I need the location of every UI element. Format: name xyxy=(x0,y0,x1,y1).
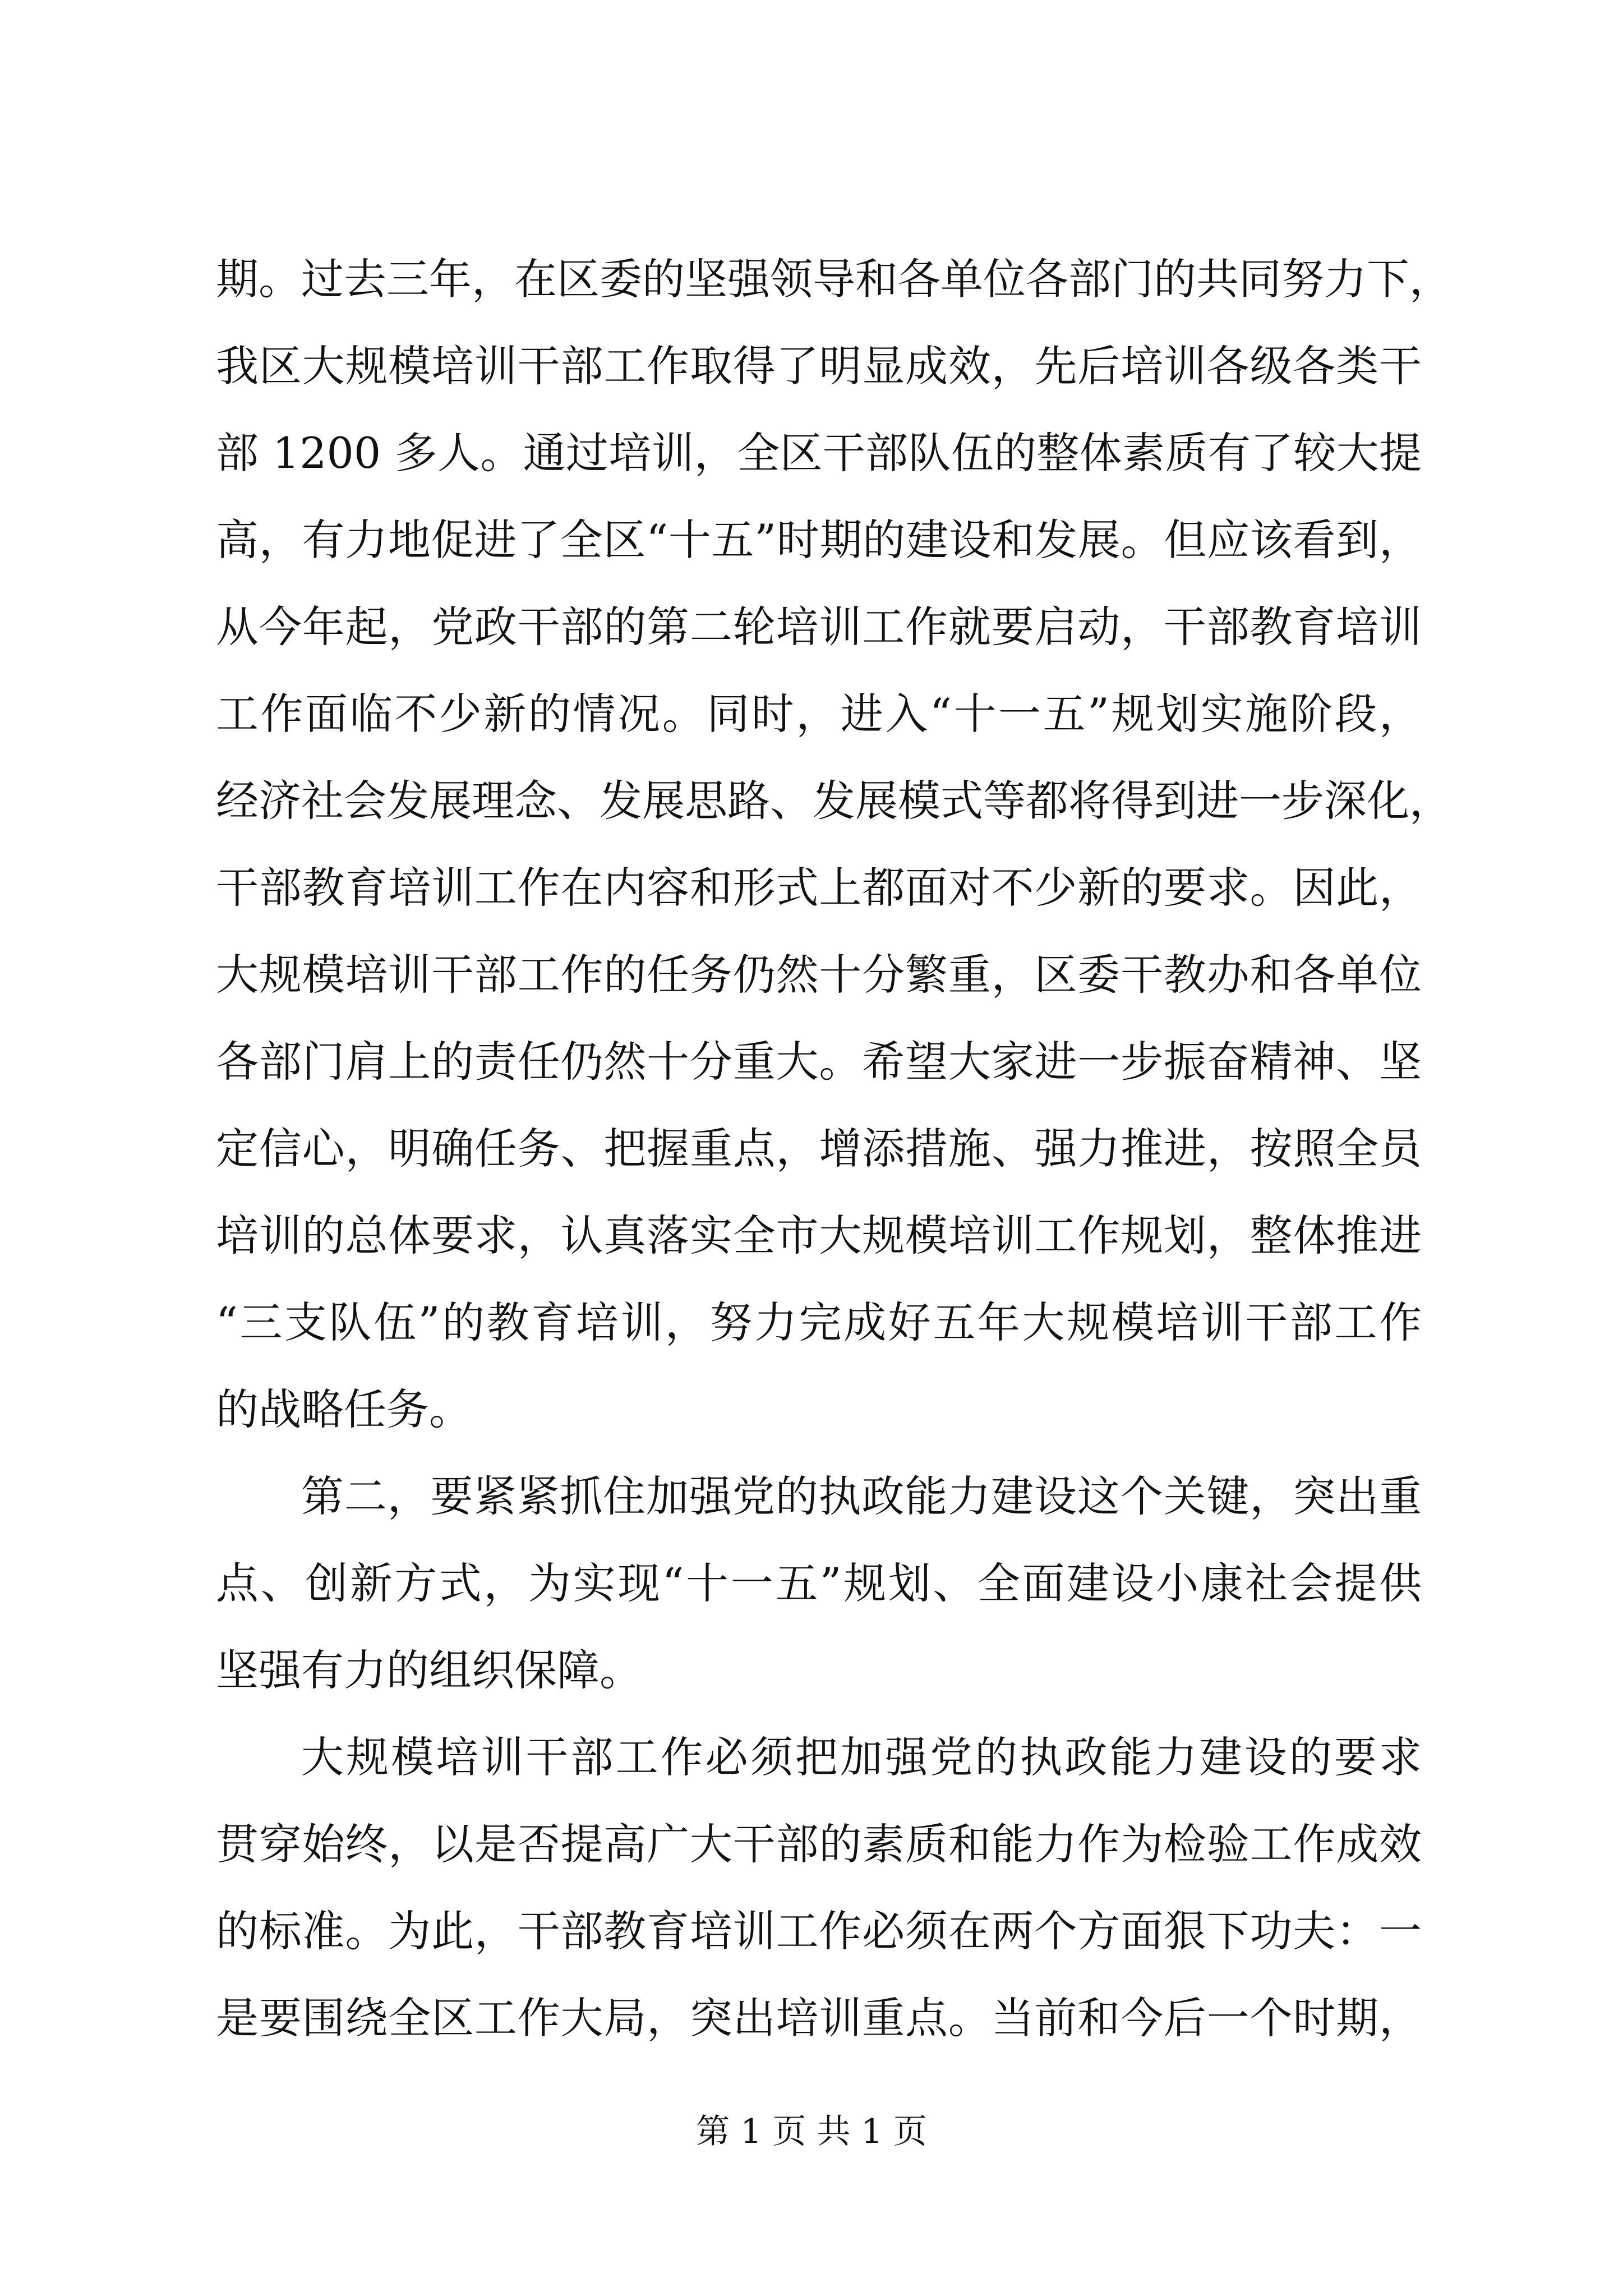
text-line: 高，有力地促进了全区“十五”时期的建设和发展。但应该看到， xyxy=(216,515,1422,565)
text-line: “三支队伍”的教育培训，努力完成好五年大规模培训干部工作 xyxy=(216,1297,1422,1347)
text-line: 第二，要紧紧抓住加强党的执政能力建设这个关键，突出重 xyxy=(301,1471,1422,1521)
text-line: 部 1200 多人。通过培训，全区干部队伍的整体素质有了较大提 xyxy=(216,428,1422,478)
text-line: 工作面临不少新的情况。同时，进入“十一五”规划实施阶段， xyxy=(216,689,1422,739)
paragraph-3 xyxy=(216,1714,1422,2062)
text-line: 的战略任务。 xyxy=(216,1384,472,1434)
text-line: 期。过去三年，在区委的坚强领导和各单位各部门的共同努力下， xyxy=(216,254,1452,304)
page-footer: 第 1 页 共 1 页 xyxy=(696,2112,927,2151)
text-line: 的标准。为此，干部教育培训工作必须在两个方面狠下功夫：一 xyxy=(216,1906,1422,1956)
text-line: 培训的总体要求，认真落实全市大规模培训工作规划，整体推进 xyxy=(216,1211,1422,1260)
text-line: 干部教育培训工作在内容和形式上都面对不少新的要求。因此， xyxy=(216,863,1422,913)
paragraph-1 xyxy=(216,236,1452,1453)
text-line: 定信心，明确任务、把握重点，增添措施、强力推进，按照全员 xyxy=(216,1124,1422,1174)
text-line: 我区大规模培训干部工作取得了明显成效，先后培训各级各类干 xyxy=(216,341,1422,391)
text-line: 点、创新方式，为实现“十一五”规划、全面建设小康社会提供 xyxy=(216,1558,1422,1608)
paragraph-2 xyxy=(216,1453,1422,1714)
text-line: 各部门肩上的责任仍然十分重大。希望大家进一步振奋精神、坚 xyxy=(216,1037,1422,1087)
text-line: 大规模培训干部工作的任务仍然十分繁重，区委干教办和各单位 xyxy=(216,950,1422,1000)
text-line: 是要围绕全区工作大局，突出培训重点。当前和今后一个时期， xyxy=(216,1993,1422,2043)
document-body xyxy=(216,236,1452,2062)
text-line: 坚强有力的组织保障。 xyxy=(216,1645,642,1695)
text-line: 经济社会发展理念、发展思路、发展模式等都将得到进一步深化， xyxy=(216,776,1452,826)
text-line: 从今年起，党政干部的第二轮培训工作就要启动，干部教育培训 xyxy=(216,602,1422,652)
text-line: 贯穿始终，以是否提高广大干部的素质和能力作为检验工作成效 xyxy=(216,1819,1422,1869)
text-line: 大规模培训干部工作必须把加强党的执政能力建设的要求 xyxy=(301,1732,1422,1782)
